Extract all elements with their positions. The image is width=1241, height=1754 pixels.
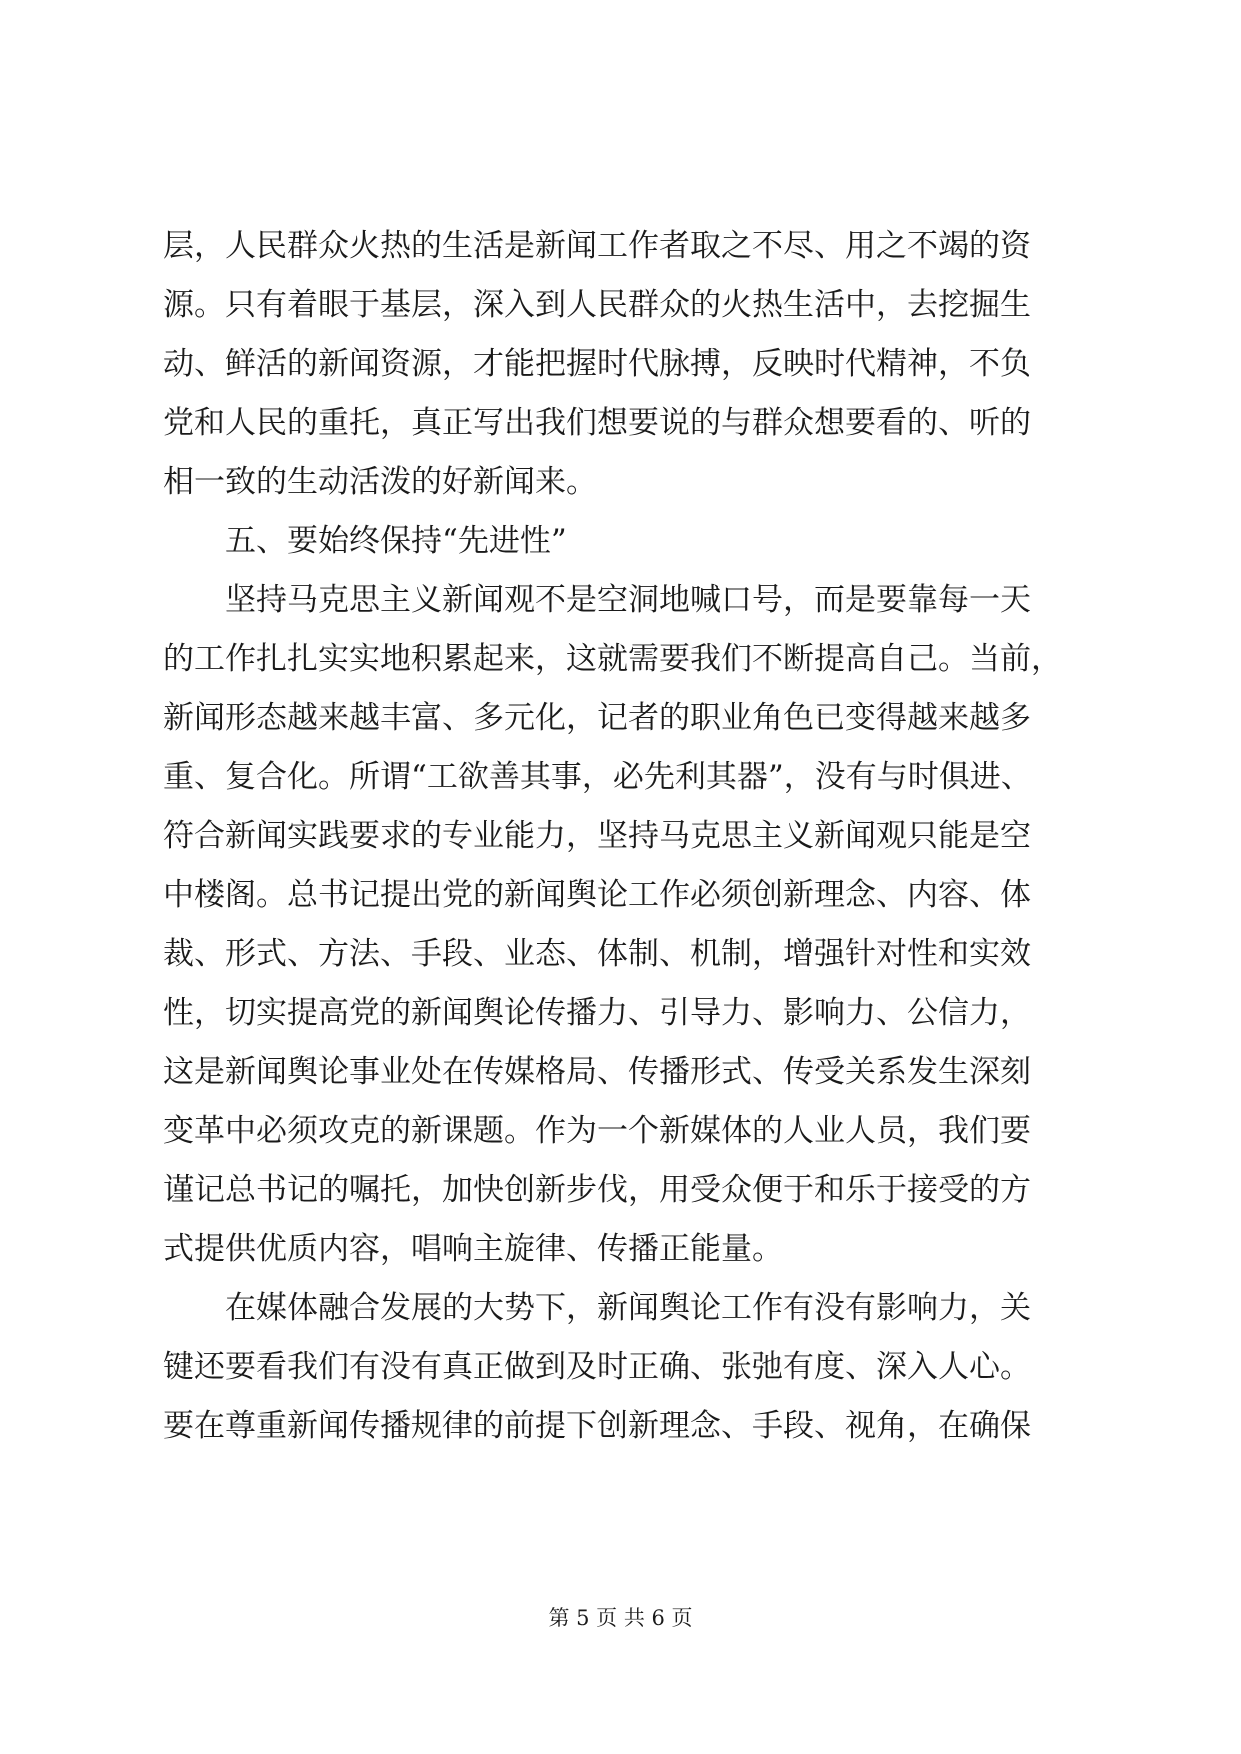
section-heading: 五、要始终保持“先进性” <box>225 523 567 559</box>
text-line: 层，人民群众火热的生活是新闻工作者取之不尽、用之不竭的资 <box>163 228 1031 264</box>
text-line: 这是新闻舆论事业处在传媒格局、传播形式、传受关系发生深刻 <box>163 1054 1031 1090</box>
text-line: 坚持马克思主义新闻观不是空洞地喊口号，而是要靠每一天 <box>225 582 1031 618</box>
text-line: 裁、形式、方法、手段、业态、体制、机制，增强针对性和实效 <box>163 936 1031 972</box>
text-line: 相一致的生动活泼的好新闻来。 <box>163 464 597 500</box>
text-line: 源。只有着眼于基层，深入到人民群众的火热生活中，去挖掘生 <box>163 287 1031 323</box>
text-line: 党和人民的重托，真正写出我们想要说的与群众想要看的、听的 <box>163 405 1031 441</box>
text-line: 谨记总书记的嘱托，加快创新步伐，用受众便于和乐于接受的方 <box>163 1172 1031 1208</box>
text-line: 在媒体融合发展的大势下，新闻舆论工作有没有影响力，关 <box>225 1290 1031 1326</box>
text-line: 键还要看我们有没有真正做到及时正确、张弛有度、深入人心。 <box>163 1349 1031 1385</box>
text-line: 符合新闻实践要求的专业能力，坚持马克思主义新闻观只能是空 <box>163 818 1031 854</box>
text-line: 中楼阁。总书记提出党的新闻舆论工作必须创新理念、内容、体 <box>163 877 1031 913</box>
text-line: 重、复合化。所谓“工欲善其事，必先利其器”，没有与时俱进、 <box>163 759 1032 795</box>
text-line: 变革中必须攻克的新课题。作为一个新媒体的人业人员，我们要 <box>163 1113 1031 1149</box>
text-line: 要在尊重新闻传播规律的前提下创新理念、手段、视角，在确保 <box>163 1408 1031 1444</box>
text-line: 动、鲜活的新闻资源，才能把握时代脉搏，反映时代精神，不负 <box>163 346 1031 382</box>
text-line: 新闻形态越来越丰富、多元化，记者的职业角色已变得越来越多 <box>163 700 1031 736</box>
text-line: 性，切实提高党的新闻舆论传播力、引导力、影响力、公信力， <box>163 995 1031 1031</box>
page-number-footer: 第 5 页 共 6 页 <box>548 1606 693 1630</box>
text-line: 式提供优质内容，唱响主旋律、传播正能量。 <box>163 1231 783 1267</box>
text-line: 的工作扎扎实实地积累起来，这就需要我们不断提高自己。当前， <box>163 641 1062 677</box>
